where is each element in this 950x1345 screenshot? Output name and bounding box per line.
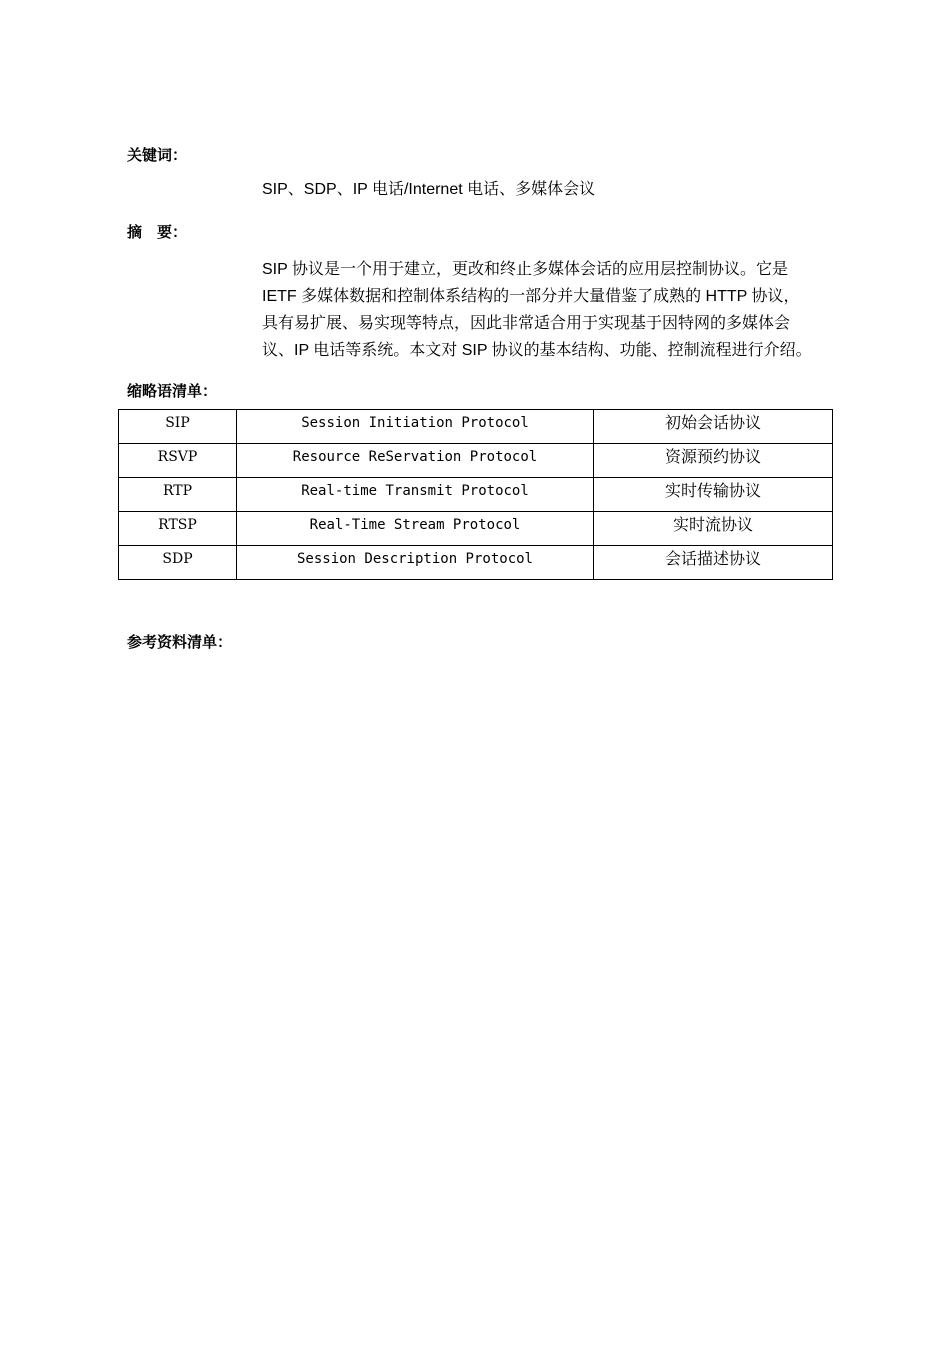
chinese-name-cell	[594, 478, 833, 512]
chinese-name-cell	[594, 444, 833, 478]
chinese-name-text: 实时传输协议	[664, 481, 761, 500]
chinese-name-cell	[594, 410, 833, 444]
full-name-text: Session Description Protocol	[296, 551, 533, 567]
full-name-text: Resource ReServation Protocol	[292, 449, 538, 465]
full-name-text: Session Initiation Protocol	[301, 415, 529, 431]
abstract-line: IETF 多媒体数据和控制体系结构的一部分并大量借鉴了成熟的 HTTP 协议，	[262, 288, 800, 305]
abbr-text: RSVP	[157, 449, 198, 465]
references-heading: 参考资料清单：	[127, 633, 233, 651]
keywords-heading: 关键词：	[127, 146, 188, 164]
abstract-line: 议、IP 电话等系统。本文对 SIP 协议的基本结构、功能、控制流程进行介绍。	[262, 342, 812, 359]
chinese-name-text: 资源预约协议	[664, 447, 761, 466]
abstract-heading: 摘 要：	[127, 223, 188, 241]
full-name-text: Real-Time Stream Protocol	[309, 517, 521, 533]
table-row	[119, 546, 833, 580]
chinese-name-text: 实时流协议	[672, 515, 753, 534]
abbreviations-heading: 缩略语清单：	[127, 382, 218, 400]
table-row	[119, 512, 833, 546]
full-name-cell	[237, 546, 594, 580]
full-name-text: Real-time Transmit Protocol	[301, 483, 529, 499]
abbr-text: SIP	[165, 415, 190, 431]
chinese-name-cell	[594, 512, 833, 546]
abbr-text: RTSP	[158, 517, 197, 533]
abstract-line: SIP 协议是一个用于建立，更改和终止多媒体会话的应用层控制协议。它是	[262, 261, 788, 278]
chinese-name-text: 会话描述协议	[664, 549, 761, 568]
full-name-cell	[237, 478, 594, 512]
abbr-cell	[119, 512, 237, 546]
table-row	[119, 478, 833, 512]
full-name-cell	[237, 410, 594, 444]
abbreviations-table	[118, 409, 833, 580]
full-name-cell	[237, 444, 594, 478]
abbr-cell	[119, 444, 237, 478]
abbr-text: SDP	[162, 551, 193, 567]
chinese-name-text: 初始会话协议	[664, 413, 761, 432]
abbr-cell	[119, 478, 237, 512]
chinese-name-cell	[594, 546, 833, 580]
abbr-cell	[119, 546, 237, 580]
abbr-cell	[119, 410, 237, 444]
full-name-cell	[237, 512, 594, 546]
table-row	[119, 410, 833, 444]
table-row	[119, 444, 833, 478]
keywords-text: SIP、SDP、IP 电话/Internet 电话、多媒体会议	[262, 181, 596, 198]
abstract-body	[262, 256, 827, 364]
abbr-text: RTP	[162, 483, 193, 499]
abstract-line: 具有易扩展、易实现等特点，因此非常适合用于实现基于因特网的多媒体会	[262, 315, 791, 332]
